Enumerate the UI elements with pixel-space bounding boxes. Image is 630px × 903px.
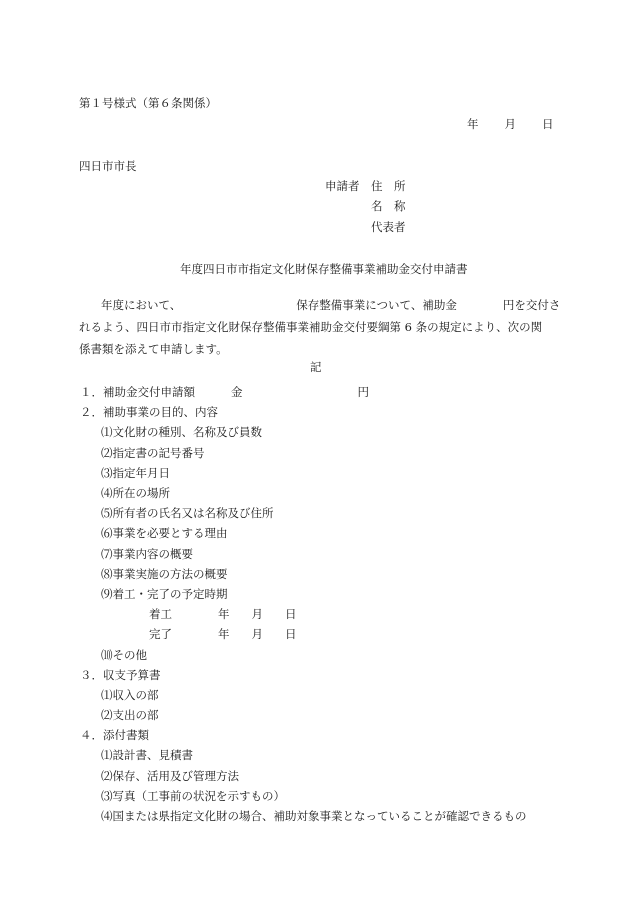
- budget-expense: [80, 705, 560, 725]
- addressee: 四日市市長: [79, 159, 137, 173]
- form-number: 第１号様式（第６条関係）: [79, 96, 217, 110]
- sub-item-8: [80, 564, 560, 584]
- attachment-3: [80, 786, 560, 806]
- sub-item-10: [80, 644, 560, 664]
- sub-item-4-label: ⑷所在の場所: [101, 486, 170, 501]
- sub-item-3-label: ⑶指定年月日: [101, 465, 170, 480]
- attachment-1-label: ⑴設計書、見積書: [101, 748, 193, 763]
- date-year: 年: [467, 117, 479, 131]
- items-list: [80, 382, 560, 826]
- attachment-2: [80, 766, 560, 786]
- ki-label: 記: [310, 360, 322, 374]
- budget-income: [80, 685, 560, 705]
- budget-expense-label: ⑵支出の部: [101, 708, 159, 723]
- schedule-end: [80, 624, 560, 644]
- attachment-4: [80, 806, 560, 826]
- budget-income-label: ⑴収入の部: [101, 687, 159, 702]
- attachment-1: [80, 745, 560, 765]
- body-line-3: 係書類を添えて申請します。: [79, 342, 228, 356]
- item-2-label: ２．補助事業の目的、内容: [80, 405, 218, 420]
- sub-item-6: [80, 523, 560, 543]
- attachment-4-label: ⑷国または県指定文化財の場合、補助対象事業となっていることが確認できるもの: [101, 809, 527, 824]
- date-line: [467, 119, 554, 131]
- sub-item-10-label: ⑽その他: [101, 647, 147, 662]
- sub-item-5: [80, 503, 560, 523]
- item-1-kin: 金: [231, 385, 243, 400]
- item-4-label: ４．添付書類: [80, 728, 149, 743]
- schedule-end-month: 月: [251, 627, 263, 642]
- sub-item-6-label: ⑹事業を必要とする理由: [101, 526, 228, 541]
- date-day: 日: [542, 117, 554, 131]
- schedule-start-month: 月: [251, 607, 263, 622]
- sub-item-1: [80, 422, 560, 442]
- schedule-end-day: 日: [285, 627, 297, 642]
- date-month: 月: [504, 117, 516, 131]
- schedule-start-label: 着工: [149, 607, 172, 622]
- body-line-2: れるよう、四日市市指定文化財保存整備事業補助金交付要綱第 6 条の規定により、次の関: [79, 320, 543, 334]
- sub-item-7-label: ⑺事業内容の概要: [101, 546, 193, 561]
- sub-item-5-label: ⑸所有者の氏名又は名称及び住所: [101, 506, 274, 521]
- schedule-start-year: 年: [218, 607, 230, 622]
- item-4: [80, 725, 560, 745]
- item-3-label: ３．収支予算書: [80, 667, 161, 682]
- sub-item-1-label: ⑴文化財の種別、名称及び員数: [101, 425, 262, 440]
- applicant-label: 申請者: [325, 179, 360, 193]
- body-line-1a: 年度において、: [101, 298, 182, 312]
- schedule-end-year: 年: [218, 627, 230, 642]
- body-paragraph: [79, 294, 561, 360]
- sub-item-2: [80, 443, 560, 463]
- schedule-start-day: 日: [285, 607, 297, 622]
- item-2: [80, 402, 560, 422]
- item-1-yen: 円: [357, 385, 369, 400]
- sub-item-2-label: ⑵指定書の記号番号: [101, 445, 205, 460]
- sub-item-9-label: ⑼着工・完了の予定時期: [101, 586, 228, 601]
- schedule-start: [80, 604, 560, 624]
- sub-item-3: [80, 463, 560, 483]
- item-3: [80, 665, 560, 685]
- applicant-address-label: 住 所: [371, 179, 406, 193]
- sub-item-9: [80, 584, 560, 604]
- sub-item-8-label: ⑻事業実施の方法の概要: [101, 566, 228, 581]
- item-1: [80, 382, 560, 402]
- applicant-representative-label: 代表者: [371, 220, 406, 234]
- body-line-1: [79, 294, 561, 316]
- sub-item-4: [80, 483, 560, 503]
- attachment-2-label: ⑵保存、活用及び管理方法: [101, 768, 239, 783]
- item-1-label: １．補助金交付申請額: [80, 385, 195, 400]
- body-line-1c: 円を交付さ: [502, 298, 561, 312]
- applicant-name-label: 名 称: [371, 199, 406, 213]
- body-line-1b: 保存整備事業について、補助金: [296, 298, 457, 312]
- attachment-3-label: ⑶写真（工事前の状況を示すもの）: [101, 788, 285, 803]
- schedule-end-label: 完了: [149, 627, 172, 642]
- document-title: 年度四日市市指定文化財保存整備事業補助金交付申請書: [180, 262, 468, 276]
- sub-item-7: [80, 544, 560, 564]
